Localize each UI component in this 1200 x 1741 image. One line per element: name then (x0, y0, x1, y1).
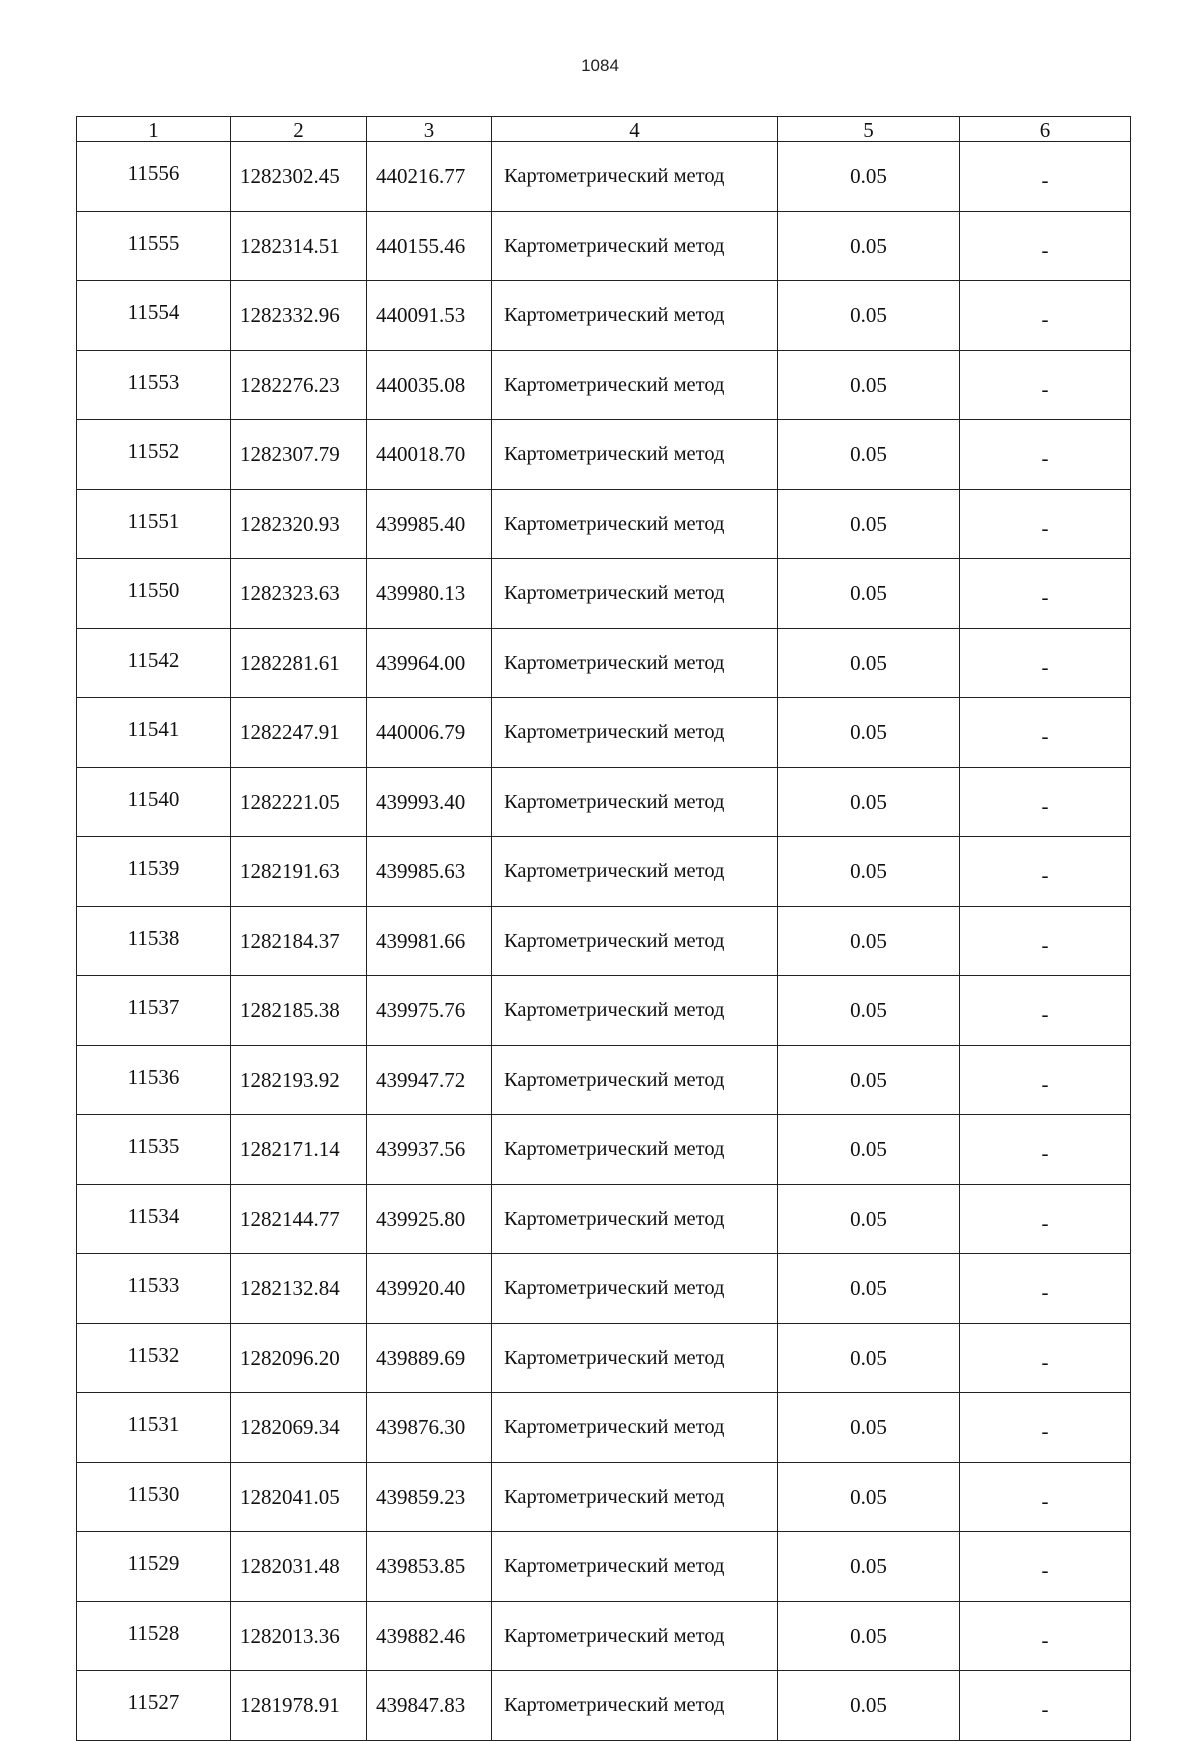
y-coordinate-cell: 439947.72 (367, 1045, 492, 1115)
point-number-cell: 11555 (77, 211, 231, 281)
point-number-cell: 11528 (77, 1601, 231, 1671)
note-cell: - (960, 559, 1131, 629)
x-coordinate-cell: 1282221.05 (231, 767, 367, 837)
note-cell: - (960, 1045, 1131, 1115)
note-cell: - (960, 976, 1131, 1046)
accuracy-cell: 0.05 (778, 1393, 960, 1463)
x-coordinate-cell: 1282171.14 (231, 1115, 367, 1185)
table-row (77, 559, 1131, 629)
point-number-cell: 11531 (77, 1393, 231, 1463)
method-cell: Картометрический метод (492, 1115, 778, 1185)
x-coordinate-cell: 1282041.05 (231, 1462, 367, 1532)
x-coordinate-cell: 1282185.38 (231, 976, 367, 1046)
table-row (77, 1532, 1131, 1602)
accuracy-cell: 0.05 (778, 1532, 960, 1602)
header-row (77, 117, 1131, 142)
point-number-cell: 11550 (77, 559, 231, 629)
table-row (77, 1115, 1131, 1185)
note-cell: - (960, 142, 1131, 212)
point-number-cell: 11554 (77, 281, 231, 351)
note-cell: - (960, 1184, 1131, 1254)
point-number-cell: 11552 (77, 420, 231, 490)
note-cell: - (960, 698, 1131, 768)
y-coordinate-cell: 439980.13 (367, 559, 492, 629)
note-cell: - (960, 1393, 1131, 1463)
note-cell: - (960, 767, 1131, 837)
accuracy-cell: 0.05 (778, 1671, 960, 1741)
note-cell: - (960, 837, 1131, 907)
y-coordinate-cell: 440155.46 (367, 211, 492, 281)
table-row (77, 767, 1131, 837)
table-body (77, 142, 1131, 1741)
table-row (77, 1393, 1131, 1463)
accuracy-cell: 0.05 (778, 1462, 960, 1532)
note-cell: - (960, 1462, 1131, 1532)
table-row (77, 350, 1131, 420)
table-row (77, 1671, 1131, 1741)
note-cell: - (960, 350, 1131, 420)
y-coordinate-cell: 440018.70 (367, 420, 492, 490)
table-row (77, 211, 1131, 281)
point-number-cell: 11534 (77, 1184, 231, 1254)
y-coordinate-cell: 439920.40 (367, 1254, 492, 1324)
method-cell: Картометрический метод (492, 1462, 778, 1532)
table-row (77, 1184, 1131, 1254)
note-cell: - (960, 281, 1131, 351)
note-cell: - (960, 906, 1131, 976)
point-number-cell: 11537 (77, 976, 231, 1046)
table-row (77, 1462, 1131, 1532)
method-cell: Картометрический метод (492, 698, 778, 768)
accuracy-cell: 0.05 (778, 281, 960, 351)
point-number-cell: 11556 (77, 142, 231, 212)
table-row (77, 489, 1131, 559)
x-coordinate-cell: 1282191.63 (231, 837, 367, 907)
accuracy-cell: 0.05 (778, 698, 960, 768)
table-row (77, 837, 1131, 907)
accuracy-cell: 0.05 (778, 1045, 960, 1115)
method-cell: Картометрический метод (492, 281, 778, 351)
accuracy-cell: 0.05 (778, 559, 960, 629)
y-coordinate-cell: 439975.76 (367, 976, 492, 1046)
method-cell: Картометрический метод (492, 142, 778, 212)
accuracy-cell: 0.05 (778, 1323, 960, 1393)
method-cell: Картометрический метод (492, 1393, 778, 1463)
x-coordinate-cell: 1282013.36 (231, 1601, 367, 1671)
point-number-cell: 11541 (77, 698, 231, 768)
x-coordinate-cell: 1282332.96 (231, 281, 367, 351)
y-coordinate-cell: 439993.40 (367, 767, 492, 837)
table-row (77, 281, 1131, 351)
column-header-6: 6 (960, 117, 1131, 142)
y-coordinate-cell: 439882.46 (367, 1601, 492, 1671)
table-row (77, 1323, 1131, 1393)
x-coordinate-cell: 1282096.20 (231, 1323, 367, 1393)
x-coordinate-cell: 1282281.61 (231, 628, 367, 698)
point-number-cell: 11553 (77, 350, 231, 420)
y-coordinate-cell: 440006.79 (367, 698, 492, 768)
method-cell: Картометрический метод (492, 1532, 778, 1602)
method-cell: Картометрический метод (492, 420, 778, 490)
method-cell: Картометрический метод (492, 489, 778, 559)
method-cell: Картометрический метод (492, 1323, 778, 1393)
y-coordinate-cell: 439847.83 (367, 1671, 492, 1741)
accuracy-cell: 0.05 (778, 837, 960, 907)
accuracy-cell: 0.05 (778, 767, 960, 837)
x-coordinate-cell: 1282323.63 (231, 559, 367, 629)
column-header-1: 1 (77, 117, 231, 142)
y-coordinate-cell: 440091.53 (367, 281, 492, 351)
note-cell: - (960, 1254, 1131, 1324)
point-number-cell: 11539 (77, 837, 231, 907)
table-row (77, 420, 1131, 490)
point-number-cell: 11533 (77, 1254, 231, 1324)
x-coordinate-cell: 1282314.51 (231, 211, 367, 281)
accuracy-cell: 0.05 (778, 976, 960, 1046)
x-coordinate-cell: 1282132.84 (231, 1254, 367, 1324)
method-cell: Картометрический метод (492, 837, 778, 907)
y-coordinate-cell: 439853.85 (367, 1532, 492, 1602)
y-coordinate-cell: 439889.69 (367, 1323, 492, 1393)
point-number-cell: 11540 (77, 767, 231, 837)
x-coordinate-cell: 1282069.34 (231, 1393, 367, 1463)
table-row (77, 1601, 1131, 1671)
x-coordinate-cell: 1282184.37 (231, 906, 367, 976)
column-header-2: 2 (231, 117, 367, 142)
point-number-cell: 11527 (77, 1671, 231, 1741)
table-row (77, 1254, 1131, 1324)
method-cell: Картометрический метод (492, 1045, 778, 1115)
x-coordinate-cell: 1282193.92 (231, 1045, 367, 1115)
table-row (77, 628, 1131, 698)
method-cell: Картометрический метод (492, 1184, 778, 1254)
table-row (77, 1045, 1131, 1115)
method-cell: Картометрический метод (492, 1601, 778, 1671)
point-number-cell: 11536 (77, 1045, 231, 1115)
page-number: 1084 (581, 56, 619, 75)
y-coordinate-cell: 439925.80 (367, 1184, 492, 1254)
method-cell: Картометрический метод (492, 976, 778, 1046)
method-cell: Картометрический метод (492, 628, 778, 698)
method-cell: Картометрический метод (492, 1671, 778, 1741)
column-header-3: 3 (367, 117, 492, 142)
accuracy-cell: 0.05 (778, 489, 960, 559)
note-cell: - (960, 1601, 1131, 1671)
note-cell: - (960, 1532, 1131, 1602)
note-cell: - (960, 420, 1131, 490)
column-header-5: 5 (778, 117, 960, 142)
accuracy-cell: 0.05 (778, 1115, 960, 1185)
accuracy-cell: 0.05 (778, 628, 960, 698)
y-coordinate-cell: 439985.63 (367, 837, 492, 907)
y-coordinate-cell: 439859.23 (367, 1462, 492, 1532)
table-row (77, 976, 1131, 1046)
table-row (77, 906, 1131, 976)
y-coordinate-cell: 440035.08 (367, 350, 492, 420)
x-coordinate-cell: 1282302.45 (231, 142, 367, 212)
y-coordinate-cell: 439937.56 (367, 1115, 492, 1185)
method-cell: Картометрический метод (492, 906, 778, 976)
point-number-cell: 11535 (77, 1115, 231, 1185)
point-number-cell: 11538 (77, 906, 231, 976)
table-row (77, 698, 1131, 768)
x-coordinate-cell: 1281978.91 (231, 1671, 367, 1741)
method-cell: Картометрический метод (492, 350, 778, 420)
method-cell: Картометрический метод (492, 1254, 778, 1324)
note-cell: - (960, 1115, 1131, 1185)
table-row (77, 142, 1131, 212)
point-number-cell: 11542 (77, 628, 231, 698)
x-coordinate-cell: 1282144.77 (231, 1184, 367, 1254)
note-cell: - (960, 1671, 1131, 1741)
accuracy-cell: 0.05 (778, 1254, 960, 1324)
y-coordinate-cell: 439981.66 (367, 906, 492, 976)
accuracy-cell: 0.05 (778, 1601, 960, 1671)
table-header (77, 117, 1131, 142)
point-number-cell: 11551 (77, 489, 231, 559)
column-header-4: 4 (492, 117, 778, 142)
accuracy-cell: 0.05 (778, 350, 960, 420)
note-cell: - (960, 211, 1131, 281)
note-cell: - (960, 489, 1131, 559)
x-coordinate-cell: 1282276.23 (231, 350, 367, 420)
accuracy-cell: 0.05 (778, 420, 960, 490)
y-coordinate-cell: 439876.30 (367, 1393, 492, 1463)
accuracy-cell: 0.05 (778, 211, 960, 281)
y-coordinate-cell: 440216.77 (367, 142, 492, 212)
point-number-cell: 11530 (77, 1462, 231, 1532)
note-cell: - (960, 1323, 1131, 1393)
x-coordinate-cell: 1282320.93 (231, 489, 367, 559)
x-coordinate-cell: 1282247.91 (231, 698, 367, 768)
accuracy-cell: 0.05 (778, 1184, 960, 1254)
method-cell: Картометрический метод (492, 559, 778, 629)
coordinates-table (76, 116, 1131, 1741)
accuracy-cell: 0.05 (778, 142, 960, 212)
x-coordinate-cell: 1282307.79 (231, 420, 367, 490)
y-coordinate-cell: 439985.40 (367, 489, 492, 559)
accuracy-cell: 0.05 (778, 906, 960, 976)
note-cell: - (960, 628, 1131, 698)
method-cell: Картометрический метод (492, 767, 778, 837)
y-coordinate-cell: 439964.00 (367, 628, 492, 698)
point-number-cell: 11532 (77, 1323, 231, 1393)
x-coordinate-cell: 1282031.48 (231, 1532, 367, 1602)
point-number-cell: 11529 (77, 1532, 231, 1602)
method-cell: Картометрический метод (492, 211, 778, 281)
